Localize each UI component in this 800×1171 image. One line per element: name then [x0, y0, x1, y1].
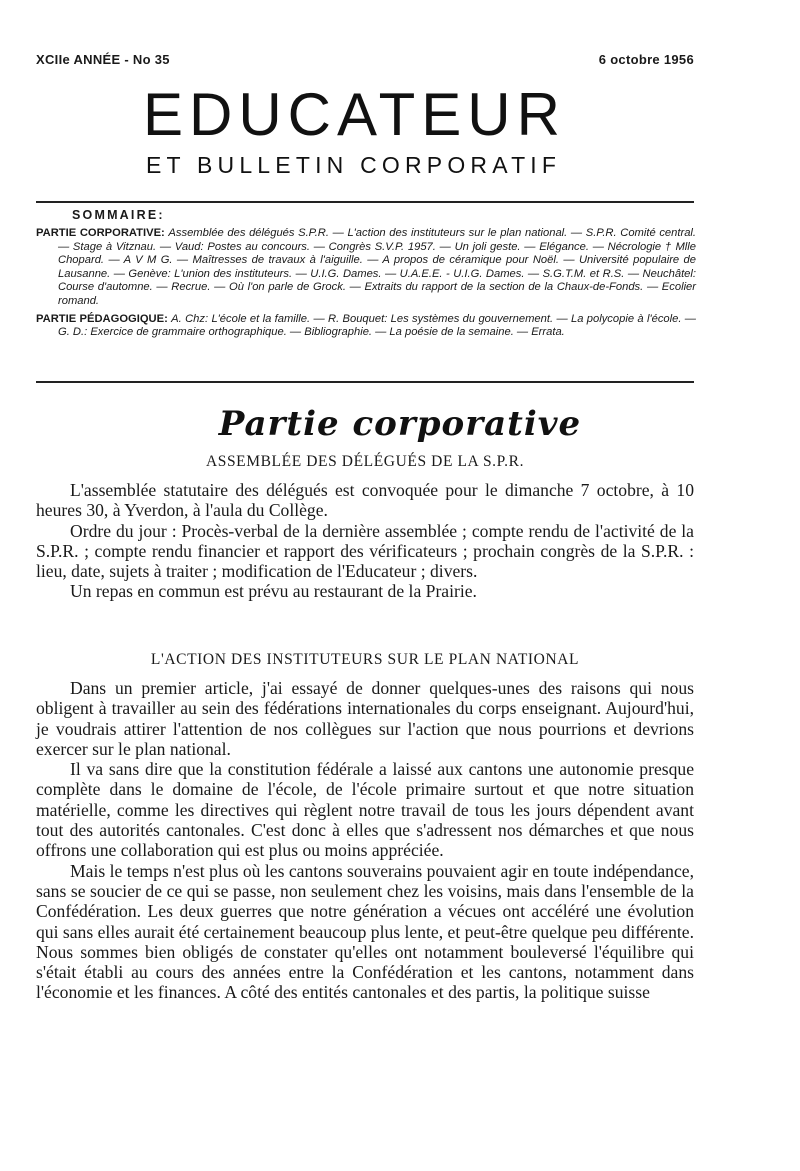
article-paragraph: Il va sans dire que la constitution fédérale a laissé aux cantons une autonomie presque complète dans le domaine de l'école, de l'école primaire surtout et que notre situation matérielle, comme les directives qui règlent notre travail de tous les jours dépendent avant tout des autorités cantonales. C'est donc à elles que s'adressent nos démarches et que nous offrons une collaboration qui est plus ou moins appréciée. — [36, 759, 694, 861]
article-paragraph: L'assemblée statutaire des délégués est convoquée pour le dimanche 7 octobre, à 10 heures 30, à Yverdon, à l'aula du Collège. — [36, 480, 694, 521]
masthead-subtitle: ET BULLETIN CORPORATIF — [146, 152, 562, 178]
issue-date: 6 octobre 1956 — [598, 52, 694, 67]
article-action-nationale — [36, 650, 694, 1003]
masthead-title: EDUCATEUR — [143, 81, 566, 148]
top-divider — [36, 201, 694, 203]
sommaire-section-pedagogique — [36, 313, 696, 340]
sommaire-section-body: A. Chz: L'école et la famille. — R. Bouquet: Les systèmes du gouvernement. — La polycopie à l'école. — G. D.: Exercice de grammaire orthographique. — Bibliographie. — La poésie de la semaine. — Errata. — [58, 312, 696, 339]
sommaire-section-corporative — [36, 227, 696, 309]
article-assemblee — [36, 452, 694, 602]
table-of-contents — [36, 207, 696, 344]
article-paragraph: Un repas en commun est prévu au restaurant de la Prairie. — [70, 581, 477, 602]
article-paragraph: Dans un premier article, j'ai essayé de donner quelques-unes des raisons qui nous obligent à travailler au sein des fédérations internationales du corps enseignant. Aujourd'hui, je voudrais attirer l'attention de nos collègues sur l'action que nous pourrions et devrions exercer sur le plan national. — [36, 678, 694, 759]
sommaire-section-body: Assemblée des délégués S.P.R. — L'action des instituteurs sur le plan national. — S.P.R. Comité central. — Stage à Vitznau. — Vaud: Postes au concours. — Congrès S.V.P. 1957. — Un joli geste. — Elégance. — Nécrologie † Mlle Chopard. — A V M G. — Maîtresses de travaux à l'aiguille. — A propos de céramique pour Noël. — Université populaire de Lausanne. — Genève: L'union des instituteurs. — U.I.G. Dames. — U.A.E.E. - U.I.G. Dames. — S.G.T.M. et R.S. — Neuchâtel: Course d'automne. — Recrue. — Où l'on parle de Grock. — Extraits du rapport de la section de la Chaux-de-Fonds. — Ecolier romand. — [58, 227, 697, 307]
issue-number: XCIIe ANNÉE - No 35 — [36, 52, 170, 67]
issue-line — [36, 52, 694, 68]
sommaire-heading: SOMMAIRE: — [72, 208, 165, 222]
article-paragraph: Ordre du jour : Procès-verbal de la dernière assemblée ; compte rendu de l'activité de la S.P.R. ; compte rendu financier et rapport des vérificateurs ; prochain congrès de la S.P.R. : lieu, date, sujets à traiter ; modification de l'Educateur ; divers. — [36, 520, 694, 582]
article-paragraph: Mais le temps n'est plus où les cantons souverains pouvaient agir en toute indépendance, sans se soucier de ce qui se passe, non seulement chez les voisins, mais dans l'ensemble de la Confédération. Les deux guerres que notre génération a vécues ont accéléré une évolution qui sans elles aurait été certainement beaucoup plus lente, et peut-être quelque peu différente. Nous sommes bien obligés de constater qu'elles ont notamment bouleversé l'équilibre qui s'était établi au cours des années entre la Confédération et les cantons, notamment dans l'économie et les finances. A côté des entités cantonales et des partis, la politique suisse — [36, 860, 694, 1003]
article-heading: ASSEMBLÉE DES DÉLÉGUÉS DE LA S.P.R. — [205, 453, 525, 470]
sommaire-section-label: PARTIE PÉDAGOGIQUE: — [36, 312, 168, 325]
sommaire-section-label: PARTIE CORPORATIVE: — [36, 227, 165, 239]
section-heading: Partie corporative — [218, 404, 582, 444]
article-heading: L'ACTION DES INSTITUTEURS SUR LE PLAN NATIONAL — [150, 651, 580, 668]
bottom-divider — [36, 381, 694, 383]
